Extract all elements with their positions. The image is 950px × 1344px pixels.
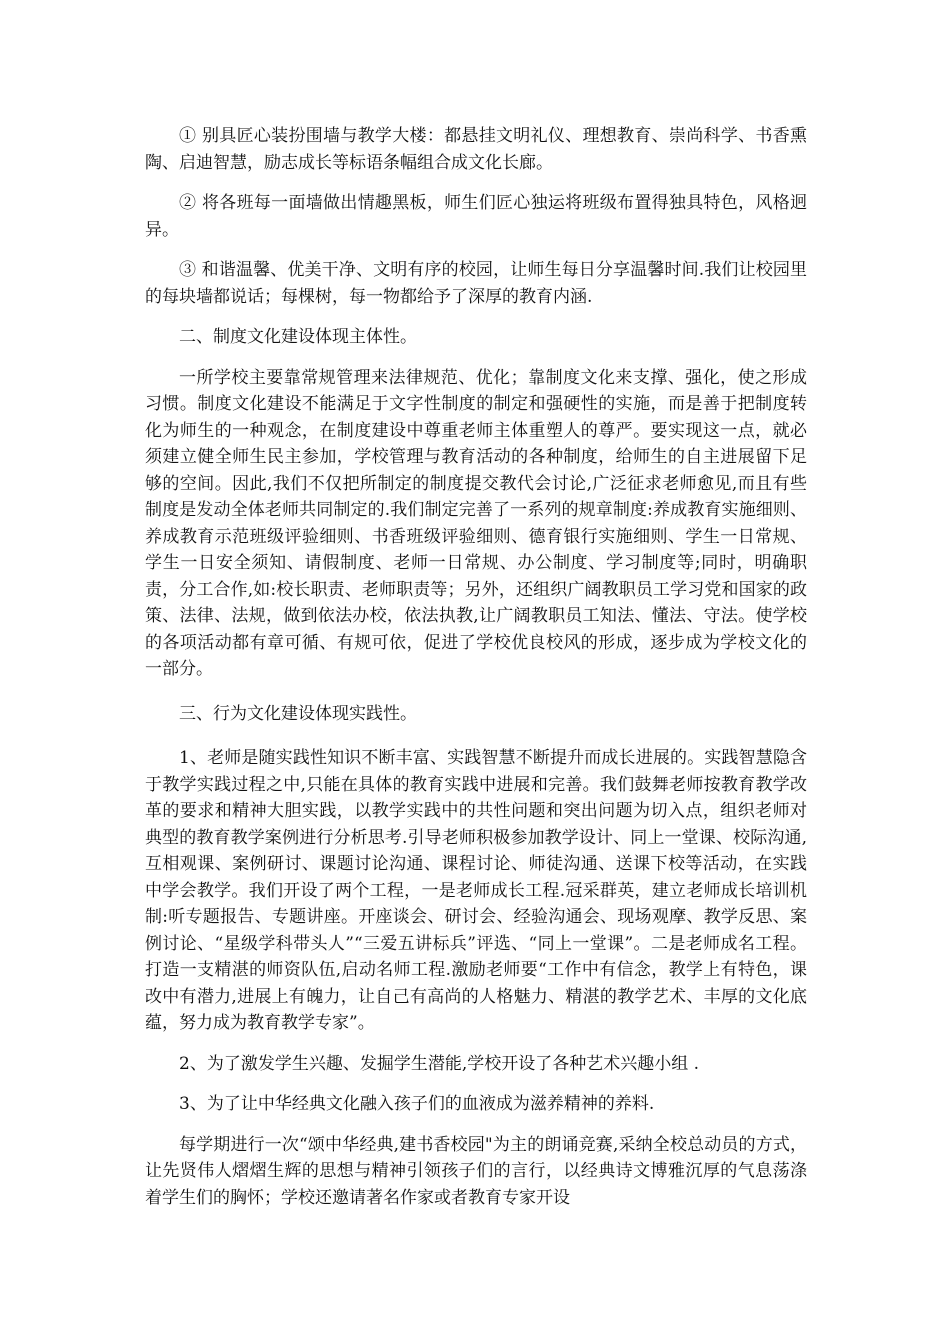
paragraph-interest-groups: 2、为了激发学生兴趣、发掘学生潜能,学校开设了各种艺术兴趣小组 . (179, 1053, 700, 1074)
document-body (145, 123, 807, 1225)
paragraph-teacher-growth: 1、老师是随实践性知识不断丰富、实践智慧不断提升而成长进展的。实践智慧隐含于教学实践过程之中,只能在具体的教育实践中进展和完善。我们鼓舞老师按教育教学改革的要求和精神大胆实践，以教学实践中的共性问题和突出问题为切入点，组织老师对典型的教育教学案例进行分析思考.引导老师积极参加教学设计、同上一堂课、校际沟通,互相观课、案例研讨、课题讨论沟通、课程讨论、师徒沟通、送课下校等活动，在实践中学会教学。我们开设了两个工程，一是老师成长工程.冠采群英，建立老师成长培训机制:听专题报告、专题讲座。开座谈会、研讨会、经验沟通会、现场观摩、教学反思、案例讨论、“星级学科带头人”“三爱五讲标兵”评选、“同上一堂课”。二是老师成名工程。打造一支精湛的师资队伍,启动名师工程.激励老师要“工作中有信念，教学上有特色，课改中有潜力,进展上有魄力，让自己有高尚的人格魅力、精湛的教学艺术、丰厚的文化底蕴，努力成为教育教学专家”。 (145, 748, 807, 1033)
paragraph-campus-harmony: ③ 和谐温馨、优美干净、文明有序的校园，让师生每日分享温馨时间.我们让校园里的每块墙都说话；每棵树，每一物都给予了深厚的教育内涵. (145, 260, 807, 307)
paragraph-recitation-contest: 每学期进行一次“颂中华经典,建书香校园"为主的朗诵竞赛,采纳全校总动员的方式，让先贤伟人熠熠生辉的思想与精神引领孩子们的言行，以经典诗文博雅沉厚的气息荡涤着学生们的胸怀；学校还邀请著名作家或者教育专家开设 (145, 1134, 807, 1208)
paragraph-wall-decoration: ① 别具匠心装扮围墙与教学大楼：都悬挂文明礼仪、理想教育、崇尚科学、书香熏陶、启迪智慧，励志成长等标语条幅组合成文化长廊。 (145, 126, 807, 173)
section-heading-behavior-culture: 三、行为文化建设体现实践性。 (179, 703, 417, 724)
paragraph-system-culture: 一所学校主要靠常规管理来法律规范、优化；靠制度文化来支撑、强化，使之形成习惯。制度文化建设不能满足于文字性制度的制定和强硬性的实施，而是善于把制度转化为师生的一种观念，在制度建设中尊重老师主体重塑人的尊严。要实现这一点，就必须建立健全师生民主参加，学校管理与教育活动的各种制度，给师生的自主进展留下足够的空间。因此,我们不仅把所制定的制度提交教代会讨论,广泛征求老师愈见,而且有些制度是发动全体老师共同制定的.我们制定完善了一系列的规章制度:养成教育实施细则、养成教育示范班级评验细则、书香班级评验细则、德育银行实施细则、学生一日常规、学生一日安全须知、请假制度、老师一日常规、办公制度、学习制度等;同时，明确职责，分工合作,如:校长职责、老师职责等；另外，还组织广阔教职员工学习党和国家的政策、法律、法规，做到依法办校，依法执教,让广阔教职员工知法、懂法、守法。使学校的各项活动都有章可循、有规可依，促进了学校优良校风的形成，逐步成为学校文化的一部分。 (145, 367, 807, 679)
paragraph-class-blackboard: ② 将各班每一面墙做出情趣黑板，师生们匠心独运将班级布置得独具特色，风格迥异。 (145, 193, 807, 240)
paragraph-classic-culture: 3、为了让中华经典文化融入孩子们的血液成为滋养精神的养料. (179, 1094, 655, 1114)
section-heading-system-culture: 二、制度文化建设体现主体性。 (179, 327, 417, 347)
